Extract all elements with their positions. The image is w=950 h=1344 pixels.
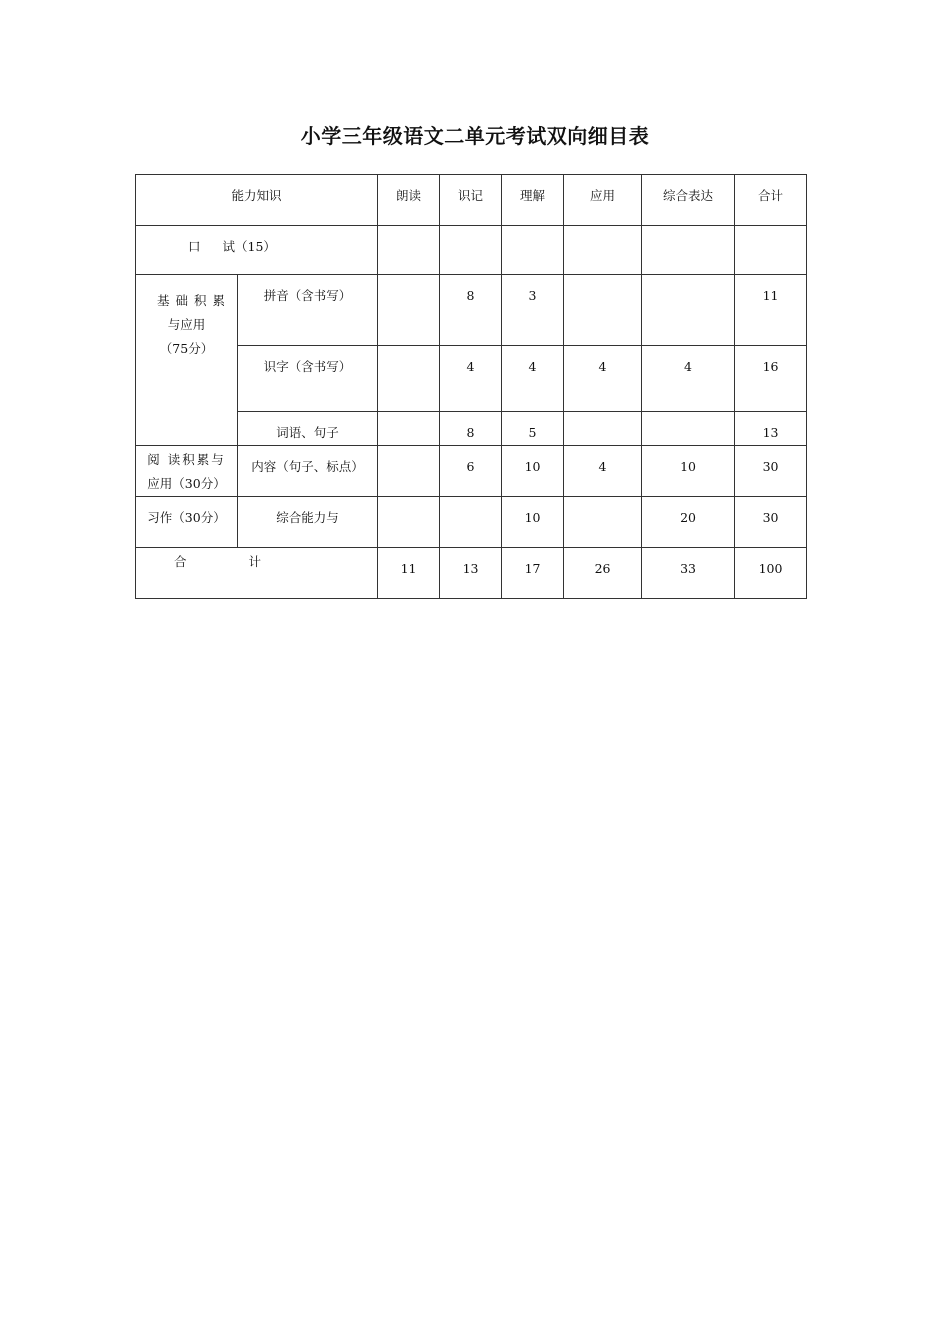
table-cell: 13 xyxy=(735,412,807,446)
spec-table xyxy=(135,174,807,599)
table-cell: 4 xyxy=(642,346,735,412)
total-label-a: 合 xyxy=(174,554,187,569)
table-cell xyxy=(642,226,735,275)
table-cell: 16 xyxy=(735,346,807,412)
table-cell: 17 xyxy=(502,548,564,599)
table-cell xyxy=(440,226,502,275)
reading-group-line1: 阅 读积累与 xyxy=(147,452,226,467)
table-cell: 4 xyxy=(502,346,564,412)
table-cell: 8 xyxy=(440,412,502,446)
table-cell: 13 xyxy=(440,548,502,599)
header-col-reading-aloud: 朗读 xyxy=(378,175,440,226)
table-cell: 10 xyxy=(502,497,564,548)
table-cell: 4 xyxy=(564,446,642,497)
oral-label-a: 口 xyxy=(188,239,201,254)
header-row xyxy=(136,175,807,226)
table-cell xyxy=(642,412,735,446)
row-label-pinyin: 拼音（含书写） xyxy=(238,275,378,346)
row-label-shizi: 识字（含书写） xyxy=(238,346,378,412)
table-cell xyxy=(378,497,440,548)
table-cell xyxy=(378,412,440,446)
table-cell xyxy=(440,497,502,548)
reading-group-line2: 应用（30分） xyxy=(147,476,226,491)
table-cell: 26 xyxy=(564,548,642,599)
header-col-apply: 应用 xyxy=(564,175,642,226)
basics-group-line2: 与应用 xyxy=(167,317,206,332)
table-cell: 11 xyxy=(378,548,440,599)
header-knowledge: 能力知识 xyxy=(136,175,378,226)
oral-row xyxy=(136,226,807,275)
total-row xyxy=(136,548,807,599)
table-row xyxy=(136,497,807,548)
row-label-reading: 内容（句子、标点） xyxy=(238,446,378,497)
table-row xyxy=(136,275,807,346)
header-col-total: 合计 xyxy=(735,175,807,226)
table-cell xyxy=(735,226,807,275)
table-cell: 30 xyxy=(735,446,807,497)
oral-label xyxy=(136,226,378,275)
header-col-comprehend: 理解 xyxy=(502,175,564,226)
table-cell: 6 xyxy=(440,446,502,497)
table-cell: 100 xyxy=(735,548,807,599)
table-row xyxy=(136,446,807,497)
table-cell: 30 xyxy=(735,497,807,548)
table-cell: 20 xyxy=(642,497,735,548)
oral-label-b: 试（15） xyxy=(222,239,276,254)
table-cell xyxy=(378,275,440,346)
table-cell: 33 xyxy=(642,548,735,599)
row-label-ciyu: 词语、句子 xyxy=(238,412,378,446)
table-cell: 10 xyxy=(502,446,564,497)
table-cell xyxy=(642,275,735,346)
table-cell: 8 xyxy=(440,275,502,346)
table-cell xyxy=(378,446,440,497)
table-cell: 3 xyxy=(502,275,564,346)
table-cell: 4 xyxy=(564,346,642,412)
table-cell xyxy=(564,497,642,548)
table-cell: 11 xyxy=(735,275,807,346)
table-cell xyxy=(564,412,642,446)
table-cell xyxy=(378,346,440,412)
table-cell: 5 xyxy=(502,412,564,446)
basics-group-line1: 基础积累 xyxy=(156,293,231,308)
row-label-writing: 综合能力与 xyxy=(238,497,378,548)
writing-group-label: 习作（30分） xyxy=(136,497,238,548)
total-label xyxy=(136,548,378,599)
reading-group-label xyxy=(136,446,238,497)
header-col-memorize: 识记 xyxy=(440,175,502,226)
table-cell xyxy=(564,226,642,275)
table-cell: 4 xyxy=(440,346,502,412)
table-cell xyxy=(502,226,564,275)
table-cell: 10 xyxy=(642,446,735,497)
total-label-b: 计 xyxy=(248,554,262,569)
basics-group-line3: （75分） xyxy=(159,341,214,356)
page-title: 小学三年级语文二单元考试双向细目表 xyxy=(300,124,650,148)
header-col-expression: 综合表达 xyxy=(642,175,735,226)
table-cell xyxy=(378,226,440,275)
table-cell xyxy=(564,275,642,346)
basics-group-label xyxy=(136,275,238,446)
